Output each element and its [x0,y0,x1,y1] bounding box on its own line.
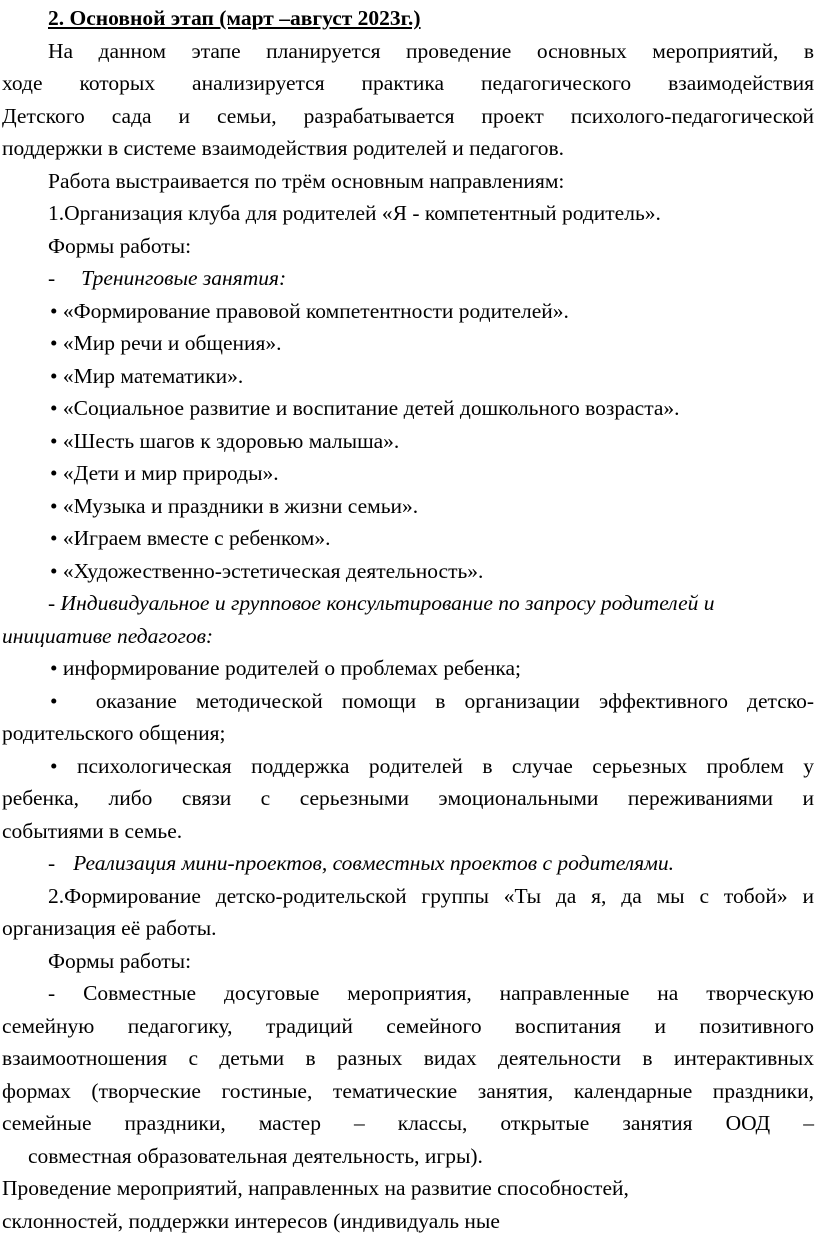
direction-2-title: 2.Формирование детско-родительской группы «Ты да я, да мы с тобой» и [48,883,814,908]
training-item [2,295,814,328]
bullet-glyph: • [50,363,58,388]
final-line-2: склонностей, поддержки интересов (индивидуаль ные [2,1208,500,1233]
consulting-heading-text: Индивидуальное и групповое консультирование по запросу родителей и [60,591,715,615]
final-line-1: Проведение мероприятий, направленных на развитие способностей, [2,1176,629,1200]
consult-item [2,652,814,685]
training-item-text: «Мир математики». [62,363,244,388]
training-item-text: «Социальное развитие и воспитание детей дошкольного возраста». [62,396,680,420]
section-heading: 2. Основной этап (март –август 2023г.) [48,6,421,30]
training-item [2,327,814,360]
training-item [2,392,814,425]
forms-label-1: Формы работы: [48,233,192,258]
forms-label-2: Формы работы: [48,948,192,973]
intro-line-2: ходе которых анализируется практика педагогического взаимодействия [2,71,814,95]
leisure-line-2: семейную педагогику, традиций семейного воспитания и позитивного [2,1013,814,1038]
consult-item-text: психологическая поддержка родителей в случае серьезных проблем у [76,753,814,778]
bullet-glyph: • [50,396,58,420]
bullet-glyph: • [50,331,58,355]
consulting-heading-cont: инициативе педагогов: [2,623,214,648]
bullet-glyph: • [50,461,58,485]
training-item [2,555,814,588]
training-item-text: «Шесть шагов к здоровью малыша». [62,428,400,453]
consulting-dash: - [48,591,56,615]
training-item [2,360,814,393]
leisure-line-4: формах (творческие гостиные, тематические занятия, календарные праздники, [2,1078,814,1103]
training-item-text: «Художественно-эстетическая деятельность». [62,558,484,583]
consulting-heading [2,587,814,620]
bullet-glyph: • [50,656,58,680]
consult-item-cont: родительского общения; [2,721,226,745]
training-item-text: «Формирование правовой компетентности родителей». [62,298,569,323]
bullet-glyph: • [50,298,58,323]
direction-1-title: 1.Организация клуба для родителей «Я - компетентный родитель». [48,201,661,225]
consult-item-cont: ребенка, либо связи с серьезными эмоциональными переживаниями и [2,786,814,810]
training-item [2,490,814,523]
projects-text: Реализация мини-проектов, совместных проектов с родителями. [73,851,674,875]
bullet-glyph: • [50,688,58,713]
intro-line-1: На данном этапе планируется проведение основных мероприятий, в [48,38,814,63]
projects-dash: - [48,851,56,875]
trainings-heading [2,262,814,295]
training-item-text: «Мир речи и общения». [62,331,282,355]
consult-item [2,685,814,718]
trainings-label: Тренинговые занятия: [81,266,287,290]
training-item [2,457,814,490]
intro-line-4: поддержки в системе взаимодействия родителей и педагогов. [2,136,564,160]
leisure-line-5: семейные праздники, мастер – классы, открытые занятия ООД – [2,1111,814,1135]
bullet-glyph: • [50,753,58,778]
consult-item-cont: событиями в семье. [2,818,183,843]
training-item [2,425,814,458]
direction-2-title-cont: организация её работы. [2,916,217,940]
leisure-line-3: взаимоотношения с детьми в разных видах деятельности в интерактивных [2,1046,814,1070]
training-item [2,522,814,555]
directions-intro: Работа выстраивается по трём основным направлениям: [48,168,565,193]
bullet-glyph: • [50,558,58,583]
leisure-line-6: совместная образовательная деятельность, игры). [28,1143,483,1168]
bullet-glyph: • [50,428,58,453]
trainings-dash: - [48,266,56,290]
training-item-text: «Дети и мир природы». [62,461,279,485]
consult-item-text: оказание методической помощи в организации эффективного детско- [95,688,814,713]
consult-item [2,750,814,783]
leisure-line-1: - Совместные досуговые мероприятия, направленные на творческую [48,981,814,1005]
projects-line [2,847,814,880]
training-item-text: «Музыка и праздники в жизни семьи». [62,493,419,518]
intro-line-3: Детского сада и семьи, разрабатывается проект психолого-педагогической [2,103,814,128]
bullet-glyph: • [50,526,58,550]
bullet-glyph: • [50,493,58,518]
consult-item-text: информирование родителей о проблемах ребенка; [62,656,521,680]
training-item-text: «Играем вместе с ребенком». [62,526,331,550]
